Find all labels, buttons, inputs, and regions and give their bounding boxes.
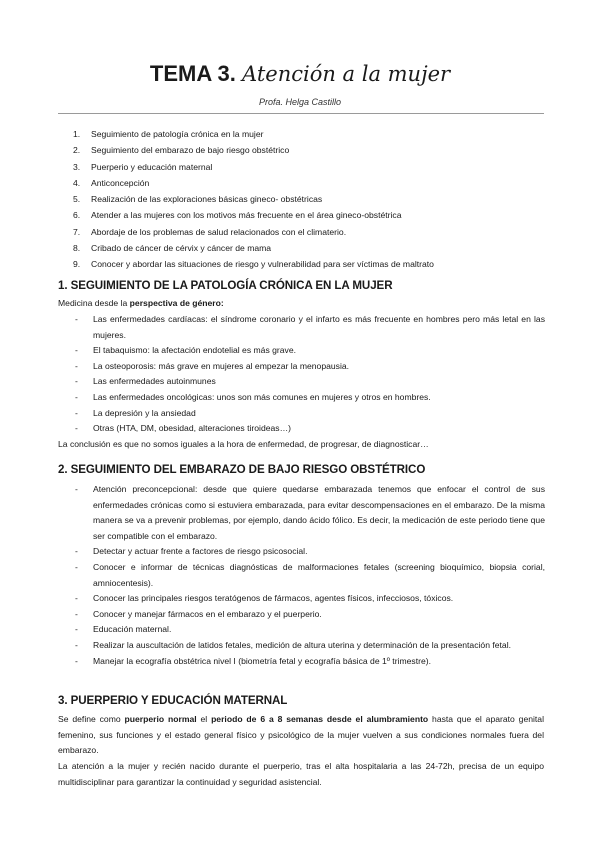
list-item: - Educación maternal.: [75, 622, 545, 638]
toc-item: 6. Atender a las mujeres con los motivos más frecuente en el área gineco-obstétrica: [73, 210, 402, 221]
section-1-heading: 1. SEGUIMIENTO DE LA PATOLOGÍA CRÓNICA EN LA MUJER: [58, 279, 393, 292]
list-item: - Conocer e informar de técnicas diagnósticas de malformaciones fetales (screening bioquímico, biopsia corial, amniocentesis).: [75, 560, 545, 591]
toc-item: 7. Abordaje de los problemas de salud relacionados con el climaterio.: [73, 226, 347, 237]
toc-item: 8. Cribado de cáncer de cérvix y cáncer de mama: [73, 243, 272, 254]
section-1-intro: Medicina desde la perspectiva de género:: [58, 298, 224, 308]
author: Profa. Helga Castillo: [258, 97, 342, 107]
section-1-list: [75, 312, 545, 437]
table-of-contents: [73, 126, 553, 273]
toc-item: 5. Realización de las exploraciones básicas gineco- obstétricas: [73, 194, 323, 205]
list-item: - Las enfermedades autoinmunes: [75, 374, 545, 390]
list-item: - Otras (HTA, DM, obesidad, alteraciones tiroideas…): [75, 421, 545, 437]
section-3-heading: 3. PUERPERIO Y EDUCACIÓN MATERNAL: [58, 694, 288, 707]
list-item: - Atención preconcepcional: desde que quiere quedarse embarazada tenemos que enfocar el control de sus enfermedades crónicas como si estuviera embarazada, para evitar descompensaciones en el embarazo. De la misma manera se va a prevenir problemas, por ejemplo, dando ácido fólico. Es decir, la medicación de este periodo tiene que ser compatible con el embarazo.: [75, 482, 545, 544]
toc-item: 3. Puerperio y educación maternal: [73, 161, 213, 172]
toc-item: 2. Seguimiento del embarazo de bajo riesgo obstétrico: [73, 145, 290, 156]
page-title: [0, 60, 600, 88]
list-item: - Detectar y actuar frente a factores de riesgo psicosocial.: [75, 544, 545, 560]
list-item: - Manejar la ecografía obstétrica nivel I (biometría fetal y ecografía básica de 1º trimestre).: [75, 654, 545, 670]
section-1-conclusion: La conclusión es que no somos iguales a la hora de enfermedad, de progresar, de diagnosticar…: [58, 439, 429, 449]
section-2-heading: 2. SEGUIMIENTO DEL EMBARAZO DE BAJO RIESGO OBSTÉTRICO: [58, 463, 426, 476]
list-item: - Las enfermedades cardíacas: el síndrome coronario y el infarto es más frecuente en hombres pero más letal en las mujeres.: [75, 312, 545, 343]
toc-item: 1. Seguimiento de patología crónica en la mujer: [73, 129, 264, 139]
list-item: - El tabaquismo: la afectación endotelial es más grave.: [75, 343, 545, 359]
list-item: - Las enfermedades oncológicas: unos son más comunes en mujeres y otros en hombres.: [75, 390, 545, 406]
title-divider: [58, 113, 544, 114]
list-item: - La osteoporosis: más grave en mujeres al empezar la menopausia.: [75, 359, 545, 375]
section-2-list: [75, 482, 545, 669]
title-bold: TEMA 3.: [149, 61, 236, 86]
toc-item: 9. Conocer y abordar las situaciones de riesgo y vulnerabilidad para ser víctimas de maltrato: [73, 259, 434, 270]
list-item: - Conocer y manejar fármacos en el embarazo y el puerperio.: [75, 607, 545, 623]
list-item: - La depresión y la ansiedad: [75, 406, 545, 422]
list-item: - Realizar la auscultación de latidos fetales, medición de altura uterina y determinación de la presentación fetal.: [75, 638, 545, 654]
section-3-paragraph-2: La atención a la mujer y recién nacido durante el puerperio, tras el alta hospitalaria a las 24-72h, precisa de un equipo multidisciplinar para garantizar la continuidad y seguridad asistencial.: [58, 761, 544, 787]
section-3-paragraph-1: Se define como puerperio normal el periodo de 6 a 8 semanas desde el alumbramiento hasta que el aparato genital femenino, sus funciones y el estado general físico y psicológico de la mujer vuelven a sus condiciones normales fuera del embarazo.: [58, 714, 544, 756]
list-item: - Conocer las principales riesgos teratógenos de fármacos, agentes físicos, infecciosos, tóxicos.: [75, 591, 545, 607]
title-rest: Atención a la mujer: [242, 62, 451, 86]
toc-item: 4. Anticoncepción: [73, 177, 150, 188]
